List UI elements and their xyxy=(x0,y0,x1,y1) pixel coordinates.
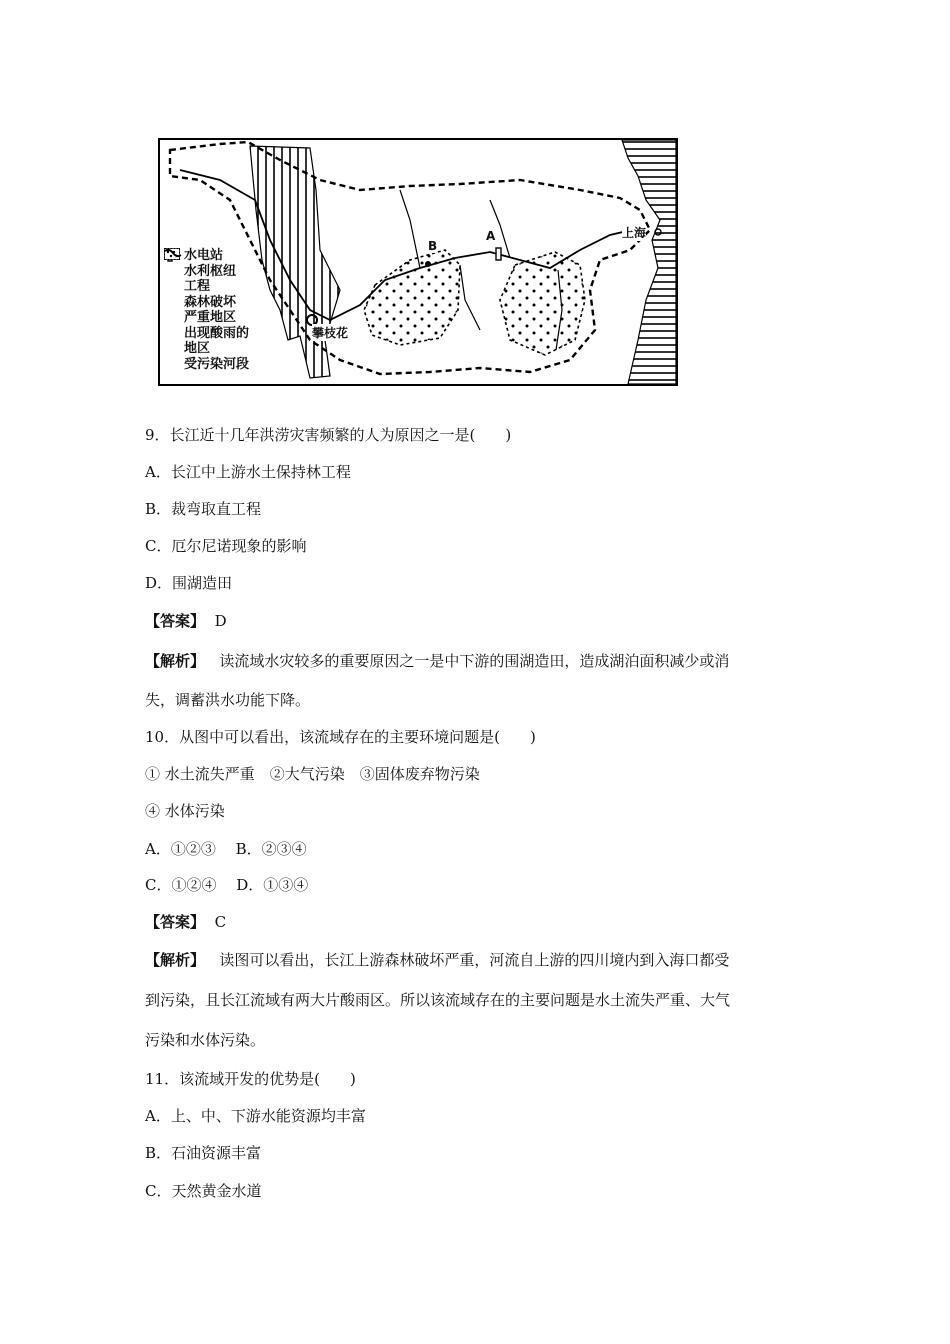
legend-row xyxy=(164,279,249,295)
answer-line xyxy=(145,610,227,631)
legend-label: 地区 xyxy=(184,341,211,356)
east-sea xyxy=(622,140,676,384)
analysis-text: 读图可以看出，长江上游森林破坏严重，河流自上游的四川境内到入海口都受 xyxy=(219,951,730,969)
legend-label: 严重地区 xyxy=(184,310,237,325)
analysis-text-cont: 污染和水体污染。 xyxy=(145,1031,266,1049)
option-b: B．裁弯取直工程 xyxy=(145,500,262,518)
question-9: 9．长江近十几年洪涝灾害频繁的人为原因之一是( ) xyxy=(145,426,512,444)
dam-a xyxy=(496,248,501,260)
answer-line xyxy=(145,911,226,932)
legend-row xyxy=(164,341,249,357)
legend-label: 工程 xyxy=(184,279,211,294)
option-line: A．①②③ B．②③④ xyxy=(145,840,307,858)
option-d: D．围湖造田 xyxy=(145,574,233,592)
legend-row xyxy=(164,295,249,311)
option-c: C．天然黄金水道 xyxy=(145,1182,262,1200)
legend-label: 出现酸雨的 xyxy=(184,325,250,341)
answer-value: D xyxy=(214,612,227,630)
label-shanghai: 上海 xyxy=(622,226,647,240)
legend-label: 水利枢纽 xyxy=(184,263,237,279)
yangtze-basin-map xyxy=(158,138,678,386)
tributary-north xyxy=(400,190,420,268)
deforestation-zone xyxy=(250,146,340,378)
statement-line: ① 水土流失严重 ②大气污染 ③固体废弃物污染 xyxy=(145,765,480,783)
legend-row xyxy=(164,264,249,280)
analysis-tag: 【解析】 xyxy=(145,652,206,670)
legend-row xyxy=(164,326,249,342)
label-panzhihua: 攀枝花 xyxy=(312,326,349,340)
label-a: A xyxy=(486,229,496,243)
hydropower-b xyxy=(425,261,431,267)
analysis-text: 读流域水灾较多的重要原因之一是中下游的围湖造田，造成湖泊面积减少或消 xyxy=(219,652,730,670)
analysis-line xyxy=(145,949,729,970)
legend-label: 受污染河段 xyxy=(184,356,250,372)
question-10: 10．从图中可以看出，该流域存在的主要环境问题是( ) xyxy=(145,728,536,746)
answer-tag: 【答案】 xyxy=(145,612,206,630)
analysis-text-cont: 到污染，且长江流域有两大片酸雨区。所以该流域存在的主要问题是水土流失严重、大气 xyxy=(145,991,731,1009)
legend-row xyxy=(164,310,249,326)
label-b: B xyxy=(428,239,438,253)
acid-rain-zone-west xyxy=(364,250,460,345)
tributary-south xyxy=(460,265,480,330)
analysis-text-cont: 失，调蓄洪水功能下降。 xyxy=(145,691,311,709)
acid-rain-zone-east xyxy=(500,252,585,355)
answer-value: C xyxy=(214,913,227,931)
option-line: C．①②④ D．①③④ xyxy=(145,876,309,894)
answer-tag: 【答案】 xyxy=(145,913,206,931)
map-legend xyxy=(164,248,249,372)
option-a: A．长江中上游水土保持林工程 xyxy=(145,463,351,481)
question-11: 11．该流域开发的优势是( ) xyxy=(145,1070,356,1088)
statement-line: ④ 水体污染 xyxy=(145,802,225,820)
legend-label: 水电站 xyxy=(184,248,224,263)
option-a: A．上、中、下游水能资源均丰富 xyxy=(145,1107,366,1125)
option-c: C．厄尔尼诺现象的影响 xyxy=(145,537,307,555)
legend-label: 森林破坏 xyxy=(184,294,237,310)
analysis-line xyxy=(145,650,729,671)
option-b: B．石油资源丰富 xyxy=(145,1144,262,1162)
legend-row xyxy=(164,357,249,373)
analysis-tag: 【解析】 xyxy=(145,951,206,969)
